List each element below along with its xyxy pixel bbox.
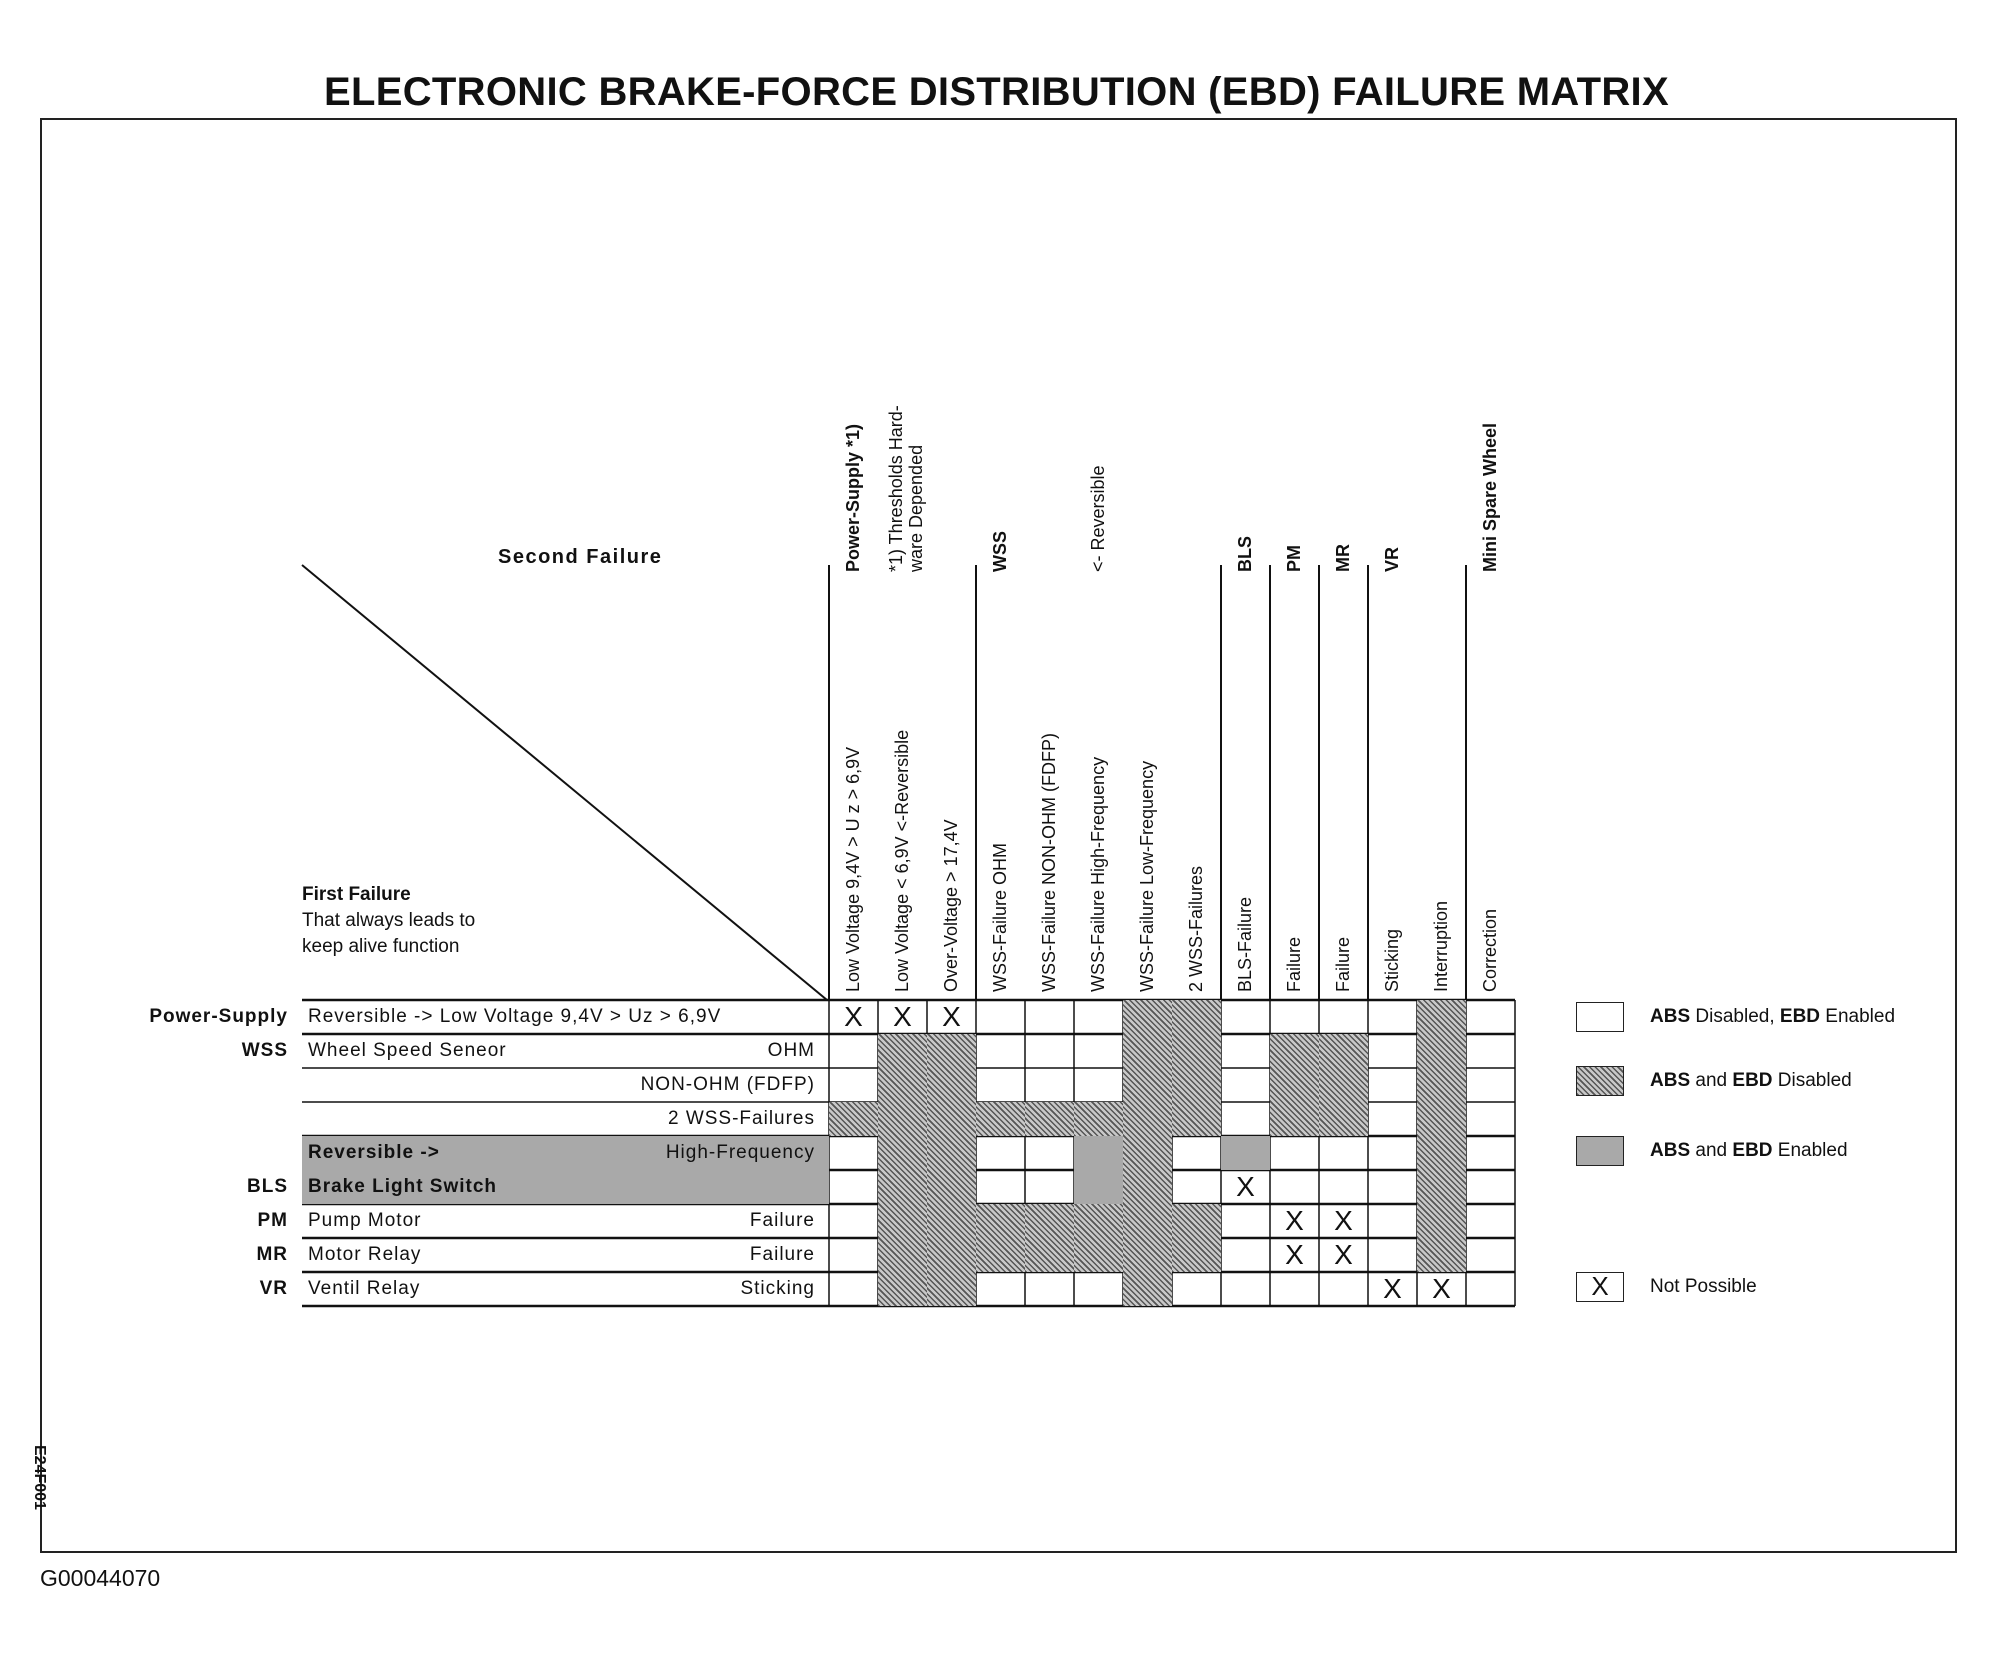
matrix-cell bbox=[1123, 1272, 1172, 1306]
matrix-cell bbox=[1319, 1102, 1368, 1136]
matrix-cell bbox=[1270, 1170, 1319, 1204]
matrix-cell bbox=[1417, 1204, 1466, 1238]
matrix-cell bbox=[1025, 1272, 1074, 1306]
diagonal-divider bbox=[302, 565, 827, 1000]
not-possible-mark: X bbox=[1432, 1273, 1451, 1304]
matrix-cell bbox=[1368, 1238, 1417, 1272]
row-detail: 2 WSS-Failures bbox=[667, 1108, 815, 1129]
legend-label-part: EBD bbox=[1732, 1140, 1773, 1161]
matrix-cell bbox=[878, 1272, 927, 1306]
legend-label-part: Disabled bbox=[1772, 1070, 1852, 1091]
column-label: 2 WSS-Failures bbox=[1186, 865, 1206, 992]
matrix-cell bbox=[1123, 1000, 1172, 1034]
matrix-cell bbox=[829, 1136, 878, 1170]
matrix-cell bbox=[927, 1272, 976, 1306]
not-possible-mark: X bbox=[1383, 1273, 1402, 1304]
matrix-cell bbox=[1270, 1272, 1319, 1306]
matrix-cell bbox=[927, 1170, 976, 1204]
column-group-header: Mini Spare Wheel bbox=[1480, 422, 1500, 572]
matrix-cell bbox=[1221, 1000, 1270, 1034]
matrix-cell bbox=[878, 1068, 927, 1102]
matrix-cell bbox=[1123, 1136, 1172, 1170]
side-id: E24F001 bbox=[31, 1445, 48, 1510]
row-detail: High-Frequency bbox=[665, 1142, 815, 1163]
matrix-cell bbox=[1074, 1204, 1123, 1238]
matrix-cell bbox=[1172, 1034, 1221, 1068]
matrix-cell bbox=[1123, 1102, 1172, 1136]
matrix-cell bbox=[1025, 1034, 1074, 1068]
matrix-cell bbox=[1319, 1170, 1368, 1204]
legend-label-part: EBD bbox=[1779, 1006, 1821, 1027]
row-detail: Sticking bbox=[740, 1278, 815, 1299]
legend-label-part: ABS bbox=[1650, 1070, 1691, 1091]
matrix-cell bbox=[1270, 1034, 1319, 1068]
first-failure-line-2: keep alive function bbox=[302, 936, 460, 957]
column-group-header: BLS bbox=[1235, 536, 1255, 572]
matrix-cell bbox=[878, 1136, 927, 1170]
column-label: Low Voltage < 6,9V <-Reversible bbox=[892, 729, 912, 992]
not-possible-mark: X bbox=[1236, 1171, 1255, 1202]
column-label: Correction bbox=[1480, 908, 1500, 992]
matrix-cell bbox=[829, 1034, 878, 1068]
matrix-cell bbox=[1123, 1238, 1172, 1272]
matrix-cell bbox=[1074, 1000, 1123, 1034]
column-label: Failure bbox=[1333, 936, 1353, 992]
matrix-cell bbox=[1319, 1068, 1368, 1102]
row-code: WSS bbox=[241, 1040, 288, 1061]
matrix-cell bbox=[1319, 1272, 1368, 1306]
matrix-cell bbox=[1172, 1238, 1221, 1272]
legend-label-part: and bbox=[1690, 1070, 1733, 1091]
matrix-cell bbox=[829, 1238, 878, 1272]
matrix-cell bbox=[1074, 1102, 1123, 1136]
matrix-cell bbox=[1466, 1034, 1515, 1068]
matrix-cell bbox=[976, 1102, 1025, 1136]
matrix-cell bbox=[1417, 1170, 1466, 1204]
row-name: Ventil Relay bbox=[308, 1278, 421, 1299]
matrix-cell bbox=[927, 1102, 976, 1136]
matrix-cell bbox=[878, 1204, 927, 1238]
second-failure-label: Second Failure bbox=[498, 546, 663, 568]
matrix-cell bbox=[1270, 1068, 1319, 1102]
column-label: Failure bbox=[1284, 936, 1304, 992]
column-label: Over-Voltage > 17,4V bbox=[941, 819, 961, 992]
matrix-cell bbox=[1025, 1136, 1074, 1170]
matrix-cell bbox=[1025, 1170, 1074, 1204]
column-label: WSS-Failure High-Frequency bbox=[1088, 756, 1108, 992]
matrix-cell bbox=[1319, 1136, 1368, 1170]
figure-id: G00044070 bbox=[40, 1565, 161, 1591]
not-possible-mark: X bbox=[893, 1001, 912, 1032]
matrix-cell bbox=[976, 1068, 1025, 1102]
column-label: WSS-Failure Low-Frequency bbox=[1137, 760, 1157, 992]
matrix-cell bbox=[1025, 1068, 1074, 1102]
matrix-cell bbox=[1466, 1000, 1515, 1034]
matrix-cell bbox=[1221, 1102, 1270, 1136]
row-name: Motor Relay bbox=[308, 1244, 422, 1265]
column-group-header: VR bbox=[1382, 546, 1402, 572]
matrix-cell bbox=[1221, 1272, 1270, 1306]
matrix-cell bbox=[1368, 1034, 1417, 1068]
matrix-cell bbox=[976, 1272, 1025, 1306]
page-title: ELECTRONIC BRAKE-FORCE DISTRIBUTION (EBD) FAILURE MATRIX bbox=[324, 70, 1669, 114]
column-group-header: *1) Thresholds Hard- bbox=[886, 405, 906, 572]
matrix-cell bbox=[1417, 1068, 1466, 1102]
column-label: Low Voltage 9,4V > U z > 6,9V bbox=[843, 746, 863, 992]
legend-label-part: Enabled bbox=[1820, 1006, 1896, 1027]
matrix-cell bbox=[1025, 1000, 1074, 1034]
matrix-cell bbox=[1466, 1170, 1515, 1204]
row-code: PM bbox=[257, 1210, 288, 1231]
column-group-header: PM bbox=[1284, 545, 1304, 572]
matrix-cell bbox=[976, 1034, 1025, 1068]
matrix-cell bbox=[927, 1204, 976, 1238]
matrix-cell bbox=[829, 1068, 878, 1102]
legend-x-mark: X bbox=[1591, 1271, 1609, 1301]
not-possible-mark: X bbox=[844, 1001, 863, 1032]
matrix-cell bbox=[976, 1170, 1025, 1204]
column-label: Sticking bbox=[1382, 928, 1402, 992]
row-name: Brake Light Switch bbox=[308, 1176, 498, 1197]
matrix-cell bbox=[1417, 1034, 1466, 1068]
matrix-cell bbox=[1466, 1238, 1515, 1272]
matrix-cell bbox=[1172, 1102, 1221, 1136]
matrix-cell bbox=[829, 1204, 878, 1238]
matrix-cell bbox=[1025, 1204, 1074, 1238]
matrix-cell bbox=[1074, 1034, 1123, 1068]
matrix-cell bbox=[1123, 1034, 1172, 1068]
matrix-cell bbox=[927, 1034, 976, 1068]
row-code: VR bbox=[259, 1278, 288, 1299]
matrix-cell bbox=[1270, 1000, 1319, 1034]
legend-label-part: Enabled bbox=[1772, 1140, 1848, 1161]
matrix-cell bbox=[1123, 1068, 1172, 1102]
matrix-cell bbox=[1123, 1204, 1172, 1238]
matrix-cell bbox=[878, 1102, 927, 1136]
matrix-cell bbox=[1172, 1204, 1221, 1238]
row-detail: OHM bbox=[767, 1040, 815, 1061]
matrix-cell bbox=[1172, 1272, 1221, 1306]
legend-swatch bbox=[1576, 1136, 1624, 1166]
matrix-cell bbox=[1417, 1102, 1466, 1136]
matrix-cell bbox=[1466, 1136, 1515, 1170]
matrix-cell bbox=[1025, 1238, 1074, 1272]
column-group-header: MR bbox=[1333, 544, 1353, 572]
matrix-cell bbox=[1221, 1204, 1270, 1238]
matrix-cell bbox=[976, 1000, 1025, 1034]
row-code: MR bbox=[256, 1244, 288, 1265]
row-detail: Failure bbox=[749, 1210, 815, 1231]
matrix-cell bbox=[1074, 1238, 1123, 1272]
row-name: Reversible -> Low Voltage 9,4V > Uz > 6,9V bbox=[308, 1006, 722, 1027]
matrix-cell bbox=[1221, 1238, 1270, 1272]
first-failure-line-1: That always leads to bbox=[302, 910, 476, 931]
legend-label bbox=[1650, 1276, 1757, 1298]
matrix-cell bbox=[1172, 1000, 1221, 1034]
legend-label-part: Not Possible bbox=[1650, 1276, 1757, 1297]
matrix-cell bbox=[1368, 1136, 1417, 1170]
legend-label-part: ABS bbox=[1650, 1006, 1691, 1027]
matrix-cell bbox=[1123, 1170, 1172, 1204]
matrix-cell bbox=[1172, 1170, 1221, 1204]
legend-label bbox=[1650, 1006, 1895, 1028]
row-name: Reversible -> bbox=[308, 1142, 440, 1163]
not-possible-mark: X bbox=[1285, 1205, 1304, 1236]
column-label: BLS-Failure bbox=[1235, 896, 1255, 992]
legend-label-part: ABS bbox=[1650, 1140, 1691, 1161]
not-possible-mark: X bbox=[1285, 1239, 1304, 1270]
matrix-cell bbox=[1417, 1238, 1466, 1272]
legend-label-part: Disabled, bbox=[1690, 1006, 1780, 1027]
matrix-cell bbox=[1074, 1136, 1123, 1170]
matrix-cell bbox=[878, 1170, 927, 1204]
column-group-header: <- Reversible bbox=[1088, 465, 1108, 572]
matrix-cell bbox=[878, 1034, 927, 1068]
row-detail: Failure bbox=[749, 1244, 815, 1265]
legend-label-part: and bbox=[1690, 1140, 1733, 1161]
matrix-cell bbox=[1466, 1204, 1515, 1238]
matrix-cell bbox=[1466, 1102, 1515, 1136]
matrix-cell bbox=[1270, 1102, 1319, 1136]
legend-label-part: EBD bbox=[1732, 1070, 1773, 1091]
legend-swatch bbox=[1576, 1002, 1624, 1032]
row-code: BLS bbox=[247, 1176, 288, 1197]
matrix-cell bbox=[927, 1068, 976, 1102]
matrix-cell bbox=[976, 1204, 1025, 1238]
matrix-cell bbox=[1466, 1272, 1515, 1306]
matrix-cell bbox=[1368, 1068, 1417, 1102]
matrix-cell bbox=[1074, 1170, 1123, 1204]
matrix-cell bbox=[1221, 1034, 1270, 1068]
legend-label bbox=[1650, 1140, 1848, 1162]
matrix-cell bbox=[1466, 1068, 1515, 1102]
matrix-cell bbox=[927, 1136, 976, 1170]
matrix-cell bbox=[829, 1272, 878, 1306]
matrix-cell bbox=[1417, 1136, 1466, 1170]
matrix-cell bbox=[1319, 1000, 1368, 1034]
matrix-cell bbox=[1368, 1204, 1417, 1238]
not-possible-mark: X bbox=[942, 1001, 961, 1032]
matrix-cell bbox=[829, 1102, 878, 1136]
row-name: Wheel Speed Seneor bbox=[308, 1040, 507, 1061]
column-label: Interruption bbox=[1431, 900, 1451, 992]
matrix-cell bbox=[1221, 1068, 1270, 1102]
matrix-cell bbox=[878, 1238, 927, 1272]
matrix-cell bbox=[1368, 1000, 1417, 1034]
column-label: WSS-Failure NON-OHM (FDFP) bbox=[1039, 733, 1059, 992]
column-group-header: Power-Supply *1) bbox=[843, 423, 863, 572]
matrix-cell bbox=[1368, 1170, 1417, 1204]
legend-label bbox=[1650, 1070, 1852, 1092]
row-name: Pump Motor bbox=[308, 1210, 422, 1231]
matrix-cell bbox=[1319, 1034, 1368, 1068]
matrix-cell bbox=[829, 1170, 878, 1204]
matrix-cell bbox=[927, 1238, 976, 1272]
column-group-header: ware Depended bbox=[906, 444, 926, 572]
matrix-cell bbox=[976, 1136, 1025, 1170]
matrix-cell bbox=[1074, 1272, 1123, 1306]
matrix-cell bbox=[1417, 1000, 1466, 1034]
matrix-cell bbox=[1368, 1102, 1417, 1136]
row-code: Power-Supply bbox=[149, 1006, 288, 1027]
matrix-cell bbox=[1025, 1102, 1074, 1136]
not-possible-mark: X bbox=[1334, 1239, 1353, 1270]
first-failure-title: First Failure bbox=[302, 884, 411, 905]
column-label: WSS-Failure OHM bbox=[990, 842, 1010, 992]
matrix-cell bbox=[1172, 1068, 1221, 1102]
not-possible-mark: X bbox=[1334, 1205, 1353, 1236]
matrix-cell bbox=[1221, 1136, 1270, 1170]
matrix-cell bbox=[1074, 1068, 1123, 1102]
matrix-cell bbox=[1172, 1136, 1221, 1170]
matrix-cell bbox=[976, 1238, 1025, 1272]
column-group-header: WSS bbox=[990, 530, 1010, 572]
matrix-cell bbox=[1270, 1136, 1319, 1170]
legend-swatch bbox=[1576, 1066, 1624, 1096]
row-detail: NON-OHM (FDFP) bbox=[640, 1074, 815, 1095]
